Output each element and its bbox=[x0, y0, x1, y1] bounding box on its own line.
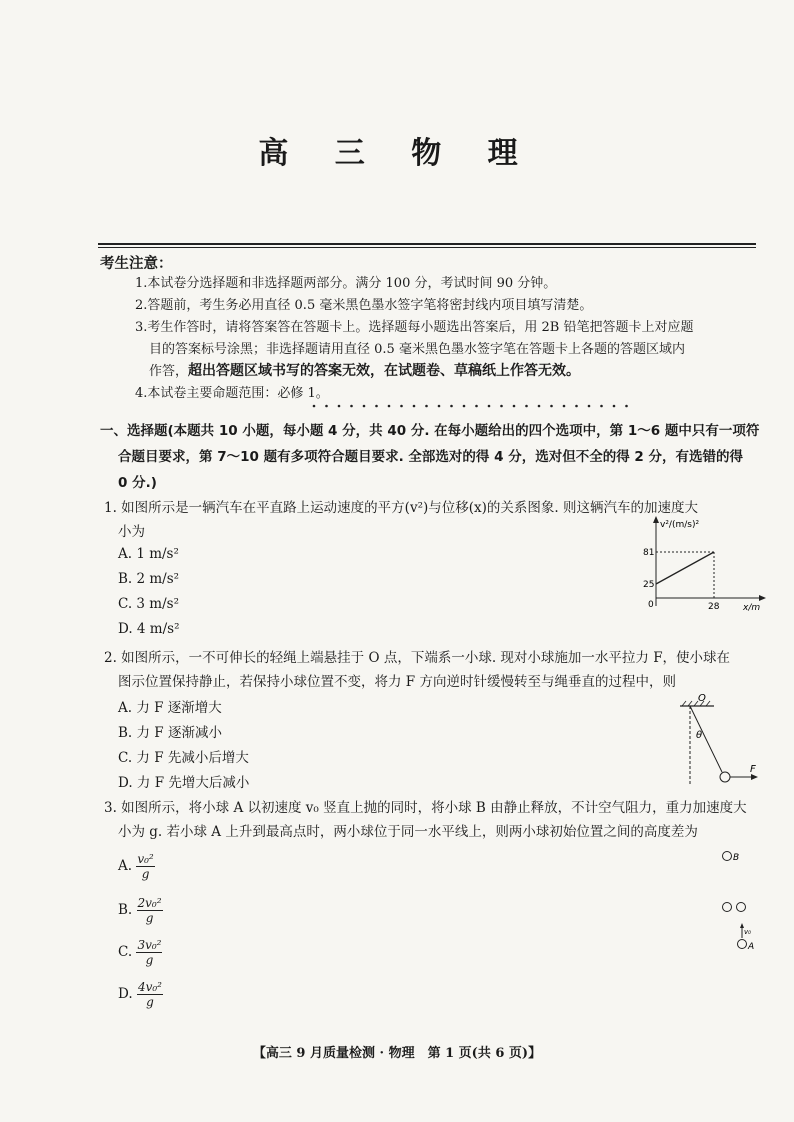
q1-option-a: A. 1 m/s² bbox=[118, 546, 179, 562]
q1-graph-x1: 28 bbox=[708, 602, 720, 612]
emphasis-dots bbox=[310, 402, 640, 410]
emphasis-dot bbox=[538, 405, 541, 408]
q2-label-theta: θ bbox=[696, 730, 703, 741]
q3-label-b: B bbox=[733, 853, 740, 863]
emphasis-dot bbox=[575, 405, 578, 408]
q3-ball-b bbox=[723, 852, 732, 861]
q1-graph-y-arrow bbox=[653, 516, 659, 523]
q2-label-o: O bbox=[698, 693, 706, 704]
q3-option-a-label: A. bbox=[118, 858, 133, 874]
notice-heading: 考生注意： bbox=[100, 256, 173, 272]
q2-stem-line-2: 图示位置保持静止，若保持小球位置不变，将力 F 方向逆时针缓慢转至与绳垂直的过程中，则 bbox=[118, 674, 676, 690]
emphasis-dot bbox=[563, 405, 566, 408]
emphasis-dot bbox=[525, 405, 528, 408]
q2-option-b: B. 力 F 逐渐减小 bbox=[118, 725, 222, 741]
q3-option-c-num: 3v₀² bbox=[137, 938, 162, 952]
q3-option-d bbox=[118, 980, 163, 1009]
q1-graph-y1: 25 bbox=[643, 580, 655, 590]
q3-option-a bbox=[118, 852, 155, 881]
page-footer: 【高三 9 月质量检测 · 物理 第 1 页(共 6 页)】 bbox=[252, 1046, 542, 1061]
emphasis-dot bbox=[425, 405, 428, 408]
emphasis-dot bbox=[413, 405, 416, 408]
emphasis-dot bbox=[313, 405, 316, 408]
notice-item-3-prefix: 作答， bbox=[149, 364, 189, 379]
emphasis-dot bbox=[450, 405, 453, 408]
q1-option-c: C. 3 m/s² bbox=[118, 596, 180, 612]
q1-graph-y2: 81 bbox=[643, 548, 655, 558]
q2-rope bbox=[690, 706, 722, 772]
emphasis-dot bbox=[463, 405, 466, 408]
emphasis-dot bbox=[500, 405, 503, 408]
q2-option-c: C. 力 F 先减小后增大 bbox=[118, 750, 249, 766]
q3-option-d-den: g bbox=[146, 995, 154, 1009]
emphasis-dot bbox=[350, 405, 353, 408]
q3-ball-a bbox=[738, 940, 747, 949]
emphasis-dot bbox=[613, 405, 616, 408]
emphasis-dot bbox=[475, 405, 478, 408]
notice-emphasis: 超出答题区域书写的答案无效，在试题卷、草稿纸上作答无效。 bbox=[188, 363, 581, 379]
emphasis-dot bbox=[588, 405, 591, 408]
q3-ball-a-final bbox=[737, 903, 746, 912]
notice-item-3-cont: 目的答案标号涂黑；非选择题请用直径 0.5 毫米黑色墨水签字笔在答题卡上各题的答题区域内 bbox=[149, 342, 685, 357]
q1-graph-x-arrow bbox=[759, 595, 766, 601]
q2-label-f: F bbox=[750, 764, 756, 775]
q3-option-c-label: C. bbox=[118, 944, 133, 960]
q3-option-d-num: 4v₀² bbox=[137, 980, 162, 994]
notice-item-2: 2.答题前，考生务必用直径 0.5 毫米黑色墨水签字笔将密封线内项目填写清楚。 bbox=[135, 298, 593, 313]
q3-option-b-num: 2v₀² bbox=[137, 896, 162, 910]
emphasis-dot bbox=[438, 405, 441, 408]
q3-option-b-den: g bbox=[145, 911, 154, 925]
page-title: 高 三 物 理 bbox=[258, 136, 536, 171]
q1-graph-xlabel: x/m bbox=[743, 603, 761, 613]
q2-ball bbox=[720, 772, 730, 782]
emphasis-dot bbox=[625, 405, 628, 408]
header-rule-thin bbox=[98, 247, 756, 248]
q2-figure bbox=[670, 692, 770, 792]
emphasis-dot bbox=[550, 405, 553, 408]
q3-option-c bbox=[118, 938, 162, 967]
q3-stem-line-1: 3. 如图所示，将小球 A 以初速度 v₀ 竖直上抛的同时，将小球 B 由静止释放，不计空气阻力，重力加速度大 bbox=[104, 800, 747, 816]
q3-option-b bbox=[118, 896, 163, 925]
q3-option-b-label: B. bbox=[118, 902, 133, 918]
q3-figure bbox=[715, 846, 765, 958]
q3-ball-b-final bbox=[723, 903, 732, 912]
q2-option-a: A. 力 F 逐渐增大 bbox=[118, 700, 222, 716]
q3-option-c-den: g bbox=[145, 953, 154, 967]
section-heading-line-3: 0 分.) bbox=[118, 475, 157, 491]
q1-stem-line-2: 小为 bbox=[118, 524, 145, 540]
emphasis-dot bbox=[513, 405, 516, 408]
notice-item-4: 4.本试卷主要命题范围：必修 1。 bbox=[135, 386, 329, 401]
notice-item-1: 1.本试卷分选择题和非选择题两部分。满分 100 分，考试时间 90 分钟。 bbox=[135, 276, 557, 291]
notice-item-3-end bbox=[149, 360, 580, 383]
q3-label-v0: v₀ bbox=[744, 928, 751, 936]
q1-stem-line-1: 1. 如图所示是一辆汽车在平直路上运动速度的平方(v²)与位移(x)的关系图象. 则这辆汽车的加速度大 bbox=[104, 500, 698, 516]
emphasis-dot bbox=[338, 405, 341, 408]
q3-stem-line-2: 小为 g. 若小球 A 上升到最高点时，两小球位于同一水平线上，则两小球初始位置之间的高度差为 bbox=[118, 824, 698, 840]
q3-option-a-num: v₀² bbox=[137, 852, 154, 866]
q1-graph-origin: 0 bbox=[648, 600, 654, 610]
q3-label-a: A bbox=[748, 942, 755, 952]
q3-option-a-den: g bbox=[141, 867, 150, 881]
q1-option-d: D. 4 m/s² bbox=[118, 621, 180, 637]
q1-option-b: B. 2 m/s² bbox=[118, 571, 180, 587]
emphasis-dot bbox=[388, 405, 391, 408]
q1-graph bbox=[630, 514, 770, 614]
q2-stem-line-1: 2. 如图所示，一不可伸长的轻绳上端悬挂于 O 点，下端系一小球. 现对小球施加一水平拉力 F，使小球在 bbox=[104, 650, 731, 666]
emphasis-dot bbox=[363, 405, 366, 408]
section-heading-line-2: 合题目要求，第 7～10 题有多项符合题目要求. 全部选对的得 4 分，选对但不全的得 2 分，有选错的得 bbox=[118, 449, 743, 465]
q1-graph-line bbox=[656, 552, 714, 584]
notice-item-3: 3.考生作答时，请将答案答在答题卡上。选择题每小题选出答案后，用 2B 铅笔把答题卡上对应题 bbox=[135, 320, 694, 335]
emphasis-dot bbox=[400, 405, 403, 408]
q1-graph-ylabel: v²/(m/s)² bbox=[660, 520, 700, 530]
q2-option-d: D. 力 F 先增大后减小 bbox=[118, 775, 250, 791]
emphasis-dot bbox=[600, 405, 603, 408]
section-heading-line-1: 一、选择题(本题共 10 小题，每小题 4 分，共 40 分. 在每小题给出的四个选项中，第 1～6 题中只有一项符 bbox=[100, 423, 760, 439]
header-rule-thick bbox=[98, 243, 756, 245]
emphasis-dot bbox=[325, 405, 328, 408]
emphasis-dot bbox=[375, 405, 378, 408]
emphasis-dot bbox=[488, 405, 491, 408]
q3-option-d-label: D. bbox=[118, 986, 133, 1002]
